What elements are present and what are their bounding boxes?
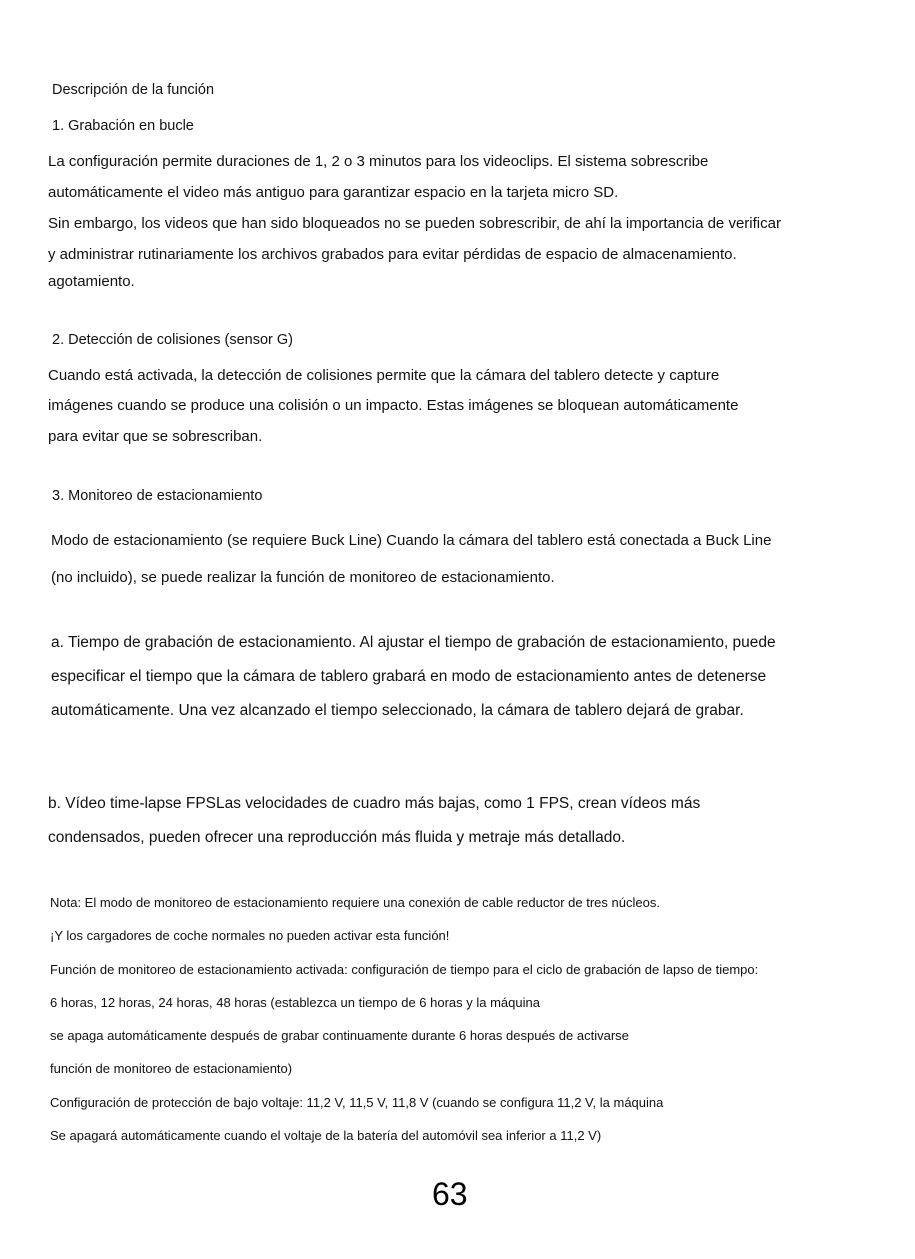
body-line: La configuración permite duraciones de 1, 2 o 3 minutos para los videoclips. El sistema sobrescribe (48, 153, 709, 170)
note-line: Configuración de protección de bajo voltaje: 11,2 V, 11,5 V, 11,8 V (cuando se configura 11,2 V, la máquina (50, 1095, 664, 1110)
body-line: Sin embargo, los videos que han sido bloqueados no se pueden sobrescribir, de ahí la importancia de verificar (48, 215, 781, 232)
note-line: Nota: El modo de monitoreo de estacionamiento requiere una conexión de cable reductor de tres núcleos. (50, 895, 660, 910)
body-line: b. Vídeo time-lapse FPSLas velocidades de cuadro más bajas, como 1 FPS, crean vídeos más (48, 795, 701, 812)
loop-recording-heading: 1. Grabación en bucle (52, 118, 194, 134)
body-line: a. Tiempo de grabación de estacionamiento. Al ajustar el tiempo de grabación de estacionamiento, puede (51, 634, 776, 651)
body-line: automáticamente el video más antiguo para garantizar espacio en la tarjeta micro SD. (48, 184, 619, 201)
section-title: Descripción de la función (52, 82, 215, 98)
body-line: automáticamente. Una vez alcanzado el tiempo seleccionado, la cámara de tablero dejará de grabar. (51, 702, 744, 719)
body-line: Cuando está activada, la detección de colisiones permite que la cámara del tablero detecte y capture (48, 367, 720, 384)
note-line: se apaga automáticamente después de grabar continuamente durante 6 horas después de activarse (50, 1028, 629, 1043)
note-line: Se apagará automáticamente cuando el voltaje de la batería del automóvil sea inferior a 11,2 V) (50, 1128, 602, 1143)
note-line: Función de monitoreo de estacionamiento activada: configuración de tiempo para el ciclo de grabación de lapso de tiempo: (50, 962, 759, 977)
note-line: 6 horas, 12 horas, 24 horas, 48 horas (establezca un tiempo de 6 horas y la máquina (50, 995, 540, 1010)
note-line: función de monitoreo de estacionamiento) (50, 1061, 293, 1076)
collision-detection-heading: 2. Detección de colisiones (sensor G) (52, 332, 293, 348)
page-number: 63 (432, 1176, 468, 1212)
body-line: Modo de estacionamiento (se requiere Buck Line) Cuando la cámara del tablero está conectada a Buck Line (51, 532, 772, 549)
note-line: ¡Y los cargadores de coche normales no pueden activar esta función! (50, 928, 450, 943)
body-line: y administrar rutinariamente los archivos grabados para evitar pérdidas de espacio de almacenamiento. (48, 246, 737, 263)
body-line: imágenes cuando se produce una colisión o un impacto. Estas imágenes se bloquean automáticamente (48, 397, 739, 414)
body-line: especificar el tiempo que la cámara de tablero grabará en modo de estacionamiento antes de detenerse (51, 668, 767, 685)
parking-monitoring-heading: 3. Monitoreo de estacionamiento (52, 488, 263, 504)
body-line: agotamiento. (48, 273, 135, 290)
body-line: condensados, pueden ofrecer una reproducción más fluida y metraje más detallado. (48, 829, 626, 846)
body-line: para evitar que se sobrescriban. (48, 428, 263, 445)
body-line: (no incluido), se puede realizar la función de monitoreo de estacionamiento. (51, 569, 555, 586)
